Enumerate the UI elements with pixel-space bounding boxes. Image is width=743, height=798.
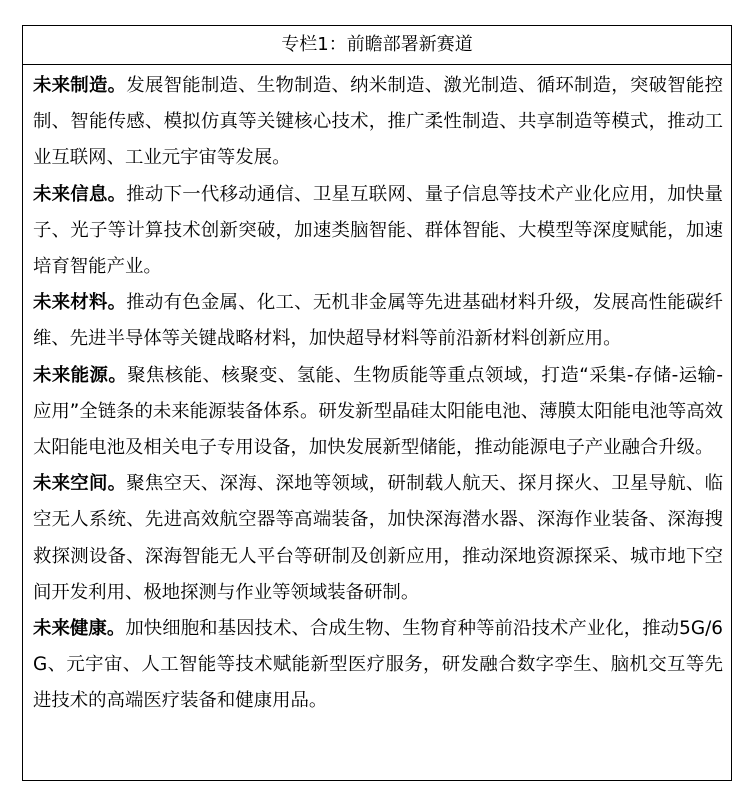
entry-heading: 未来健康。 (33, 618, 126, 640)
entry-text: 聚焦核能、核聚变、氢能、生物质能等重点领域，打造“采集-存储-运输-应用”全链条的未来能源装备体系。研发新型晶硅太阳能电池、薄膜太阳能电池等高效太阳能电池及相关电子专用设备，加快发展新型储能，推动能源电子产业融合升级。 (33, 364, 723, 459)
entry-text: 推动下一代移动通信、卫星互联网、量子信息等技术产业化应用，加快量子、光子等计算技术创新突破，加速类脑智能、群体智能、大模型等深度赋能，加速培育智能产业。 (33, 183, 723, 278)
entry-text: 推动有色金属、化工、无机非金属等先进基础材料升级，发展高性能碳纤维、先进半导体等关键战略材料，加快超导材料等前沿新材料创新应用。 (33, 292, 723, 350)
entry-heading: 未来空间。 (33, 473, 127, 495)
entry-future-space (33, 466, 723, 611)
entry-text: 发展智能制造、生物制造、纳米制造、激光制造、循环制造，突破智能控制、智能传感、模拟仿真等关键核心技术，推广柔性制造、共享制造等模式，推动工业互联网、工业元宇宙等发展。 (33, 75, 723, 169)
entry-future-materials (33, 285, 723, 357)
box-body (23, 65, 731, 720)
entry-text: 聚焦空天、深海、深地等领域，研制载人航天、探月探火、卫星导航、临空无人系统、先进高效航空器等高端装备，加快深海潜水器、深海作业装备、深海搜救探测设备、深海智能无人平台等研制及创新应用，推动深地资源探采、城市地下空间开发利用、极地探测与作业等领域装备研制。 (33, 473, 723, 603)
entry-heading: 未来能源。 (33, 364, 128, 386)
entry-future-information (33, 177, 723, 286)
entry-heading: 未来材料。 (33, 292, 127, 314)
entry-future-manufacturing (33, 68, 723, 177)
entry-heading: 未来制造。 (33, 75, 127, 96)
entry-text: 加快细胞和基因技术、合成生物、生物育种等前沿技术产业化，推动5G/6G、元宇宙、人工智能等技术赋能新型医疗服务，研发融合数字孪生、脑机交互等先进技术的高端医疗装备和健康用品。 (33, 618, 723, 712)
entry-heading: 未来信息。 (33, 183, 127, 205)
box-title: 专栏1：前瞻部署新赛道 (23, 26, 731, 65)
entry-future-energy (33, 358, 723, 467)
entry-future-health (33, 611, 723, 720)
column-box (22, 25, 732, 781)
